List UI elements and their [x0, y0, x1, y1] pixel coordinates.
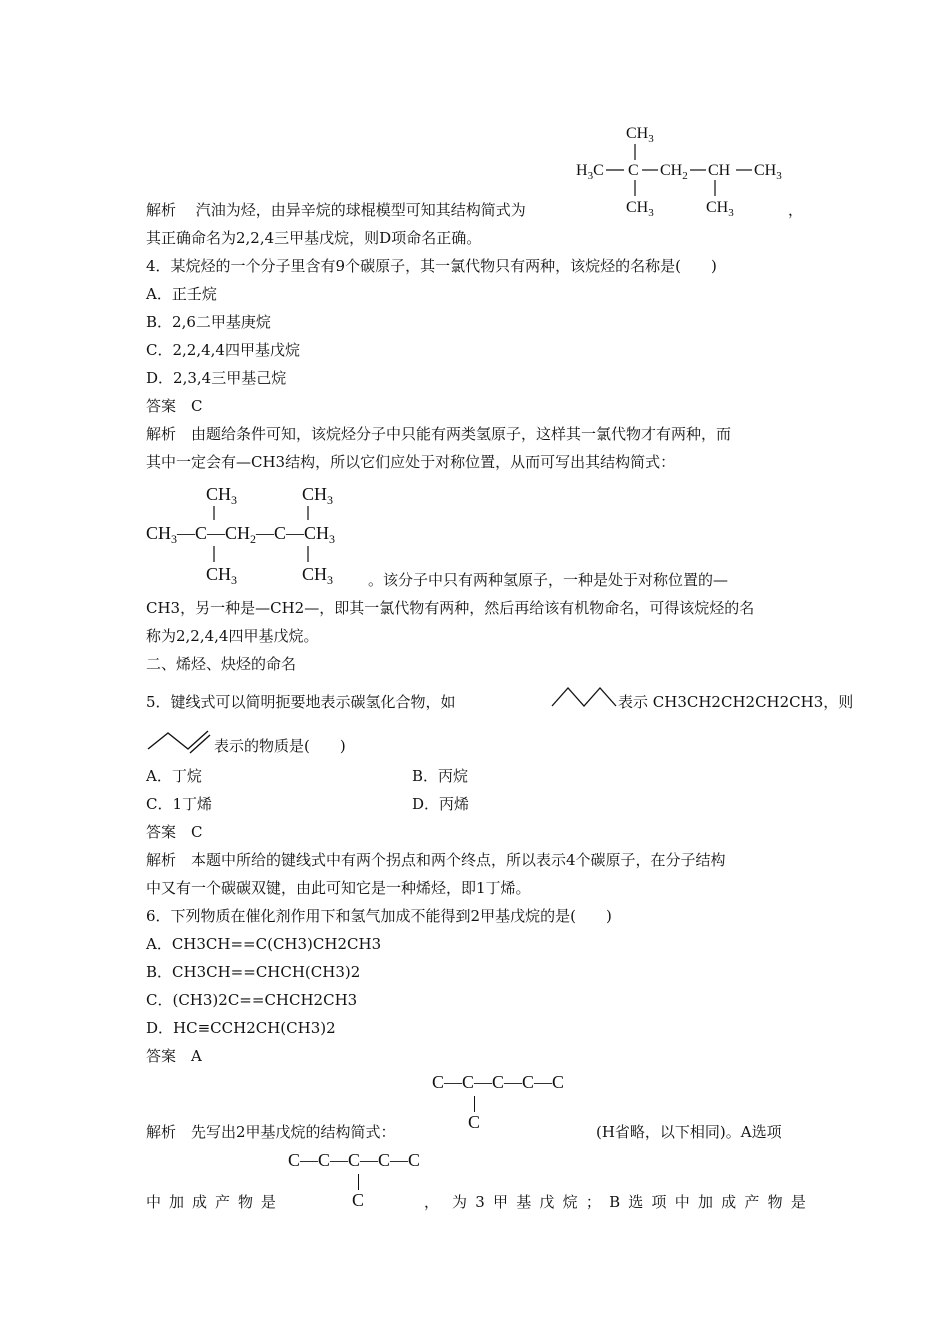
q6-last-line-b	[452, 1192, 806, 1212]
word: 甲	[492, 1193, 508, 1211]
word: 中	[674, 1193, 690, 1211]
q4-analysis-1: 解析 由题给条件可知，该烷烃分子中只能有两类氢原子，这样其一氯代物才有两种，而	[146, 425, 732, 443]
q5-analysis-1: 解析 本题中所给的键线式中有两个拐点和两个终点，所以表示4个碳原子，在分子结构	[146, 851, 726, 869]
q6-last-comma: ，	[424, 1193, 440, 1211]
word: 物	[767, 1193, 783, 1211]
butene-skeletal-icon	[146, 725, 212, 755]
branch-bond	[358, 1174, 359, 1190]
q5-option-d: D．丙烯	[412, 795, 470, 813]
word: 烷	[562, 1193, 578, 1211]
word: 物	[237, 1193, 253, 1211]
q6-option-b: B．CH3CH==CHCH(CH3)2	[146, 963, 361, 981]
chain: C—C—C—C—C	[288, 1150, 421, 1170]
isooctane-structure	[572, 120, 802, 220]
q6-stem: 6．下列物质在催化剂作用下和氢气加成不能得到2甲基戊烷的是( )	[146, 907, 612, 925]
s1-conclusion: 其正确命名为2,2,4三甲基戊烷，则D项命名正确。	[146, 229, 482, 247]
pentane-skeletal-icon	[550, 682, 620, 712]
word: 产	[744, 1193, 760, 1211]
q5-stem-b: 表示 CH3CH2CH2CH2CH3，则	[618, 693, 854, 711]
word: 是	[260, 1193, 276, 1211]
h3c-group: $H_3C$	[576, 162, 604, 182]
tetramethylpentane-structure	[146, 478, 386, 588]
q6-option-d: D．HC≡CCH2CH(CH3)2	[146, 1019, 336, 1037]
q5-option-a: A．丁烷	[146, 767, 202, 785]
word: 为	[452, 1193, 468, 1211]
q6-option-c: C．(CH3)2C==CHCH2CH3	[146, 991, 358, 1009]
q4-option-c: C．2,2,4,4四甲基戊烷	[146, 341, 300, 359]
ch3-bottom-2: $CH_3$	[706, 199, 734, 219]
word: 成	[721, 1193, 737, 1211]
ch-group: CH	[708, 162, 731, 179]
q6-answer: 答案 A	[146, 1047, 202, 1065]
word: B	[609, 1193, 621, 1211]
branch: C	[468, 1112, 481, 1132]
s1-comma: ，	[788, 201, 804, 219]
word: 项	[651, 1193, 667, 1211]
top-ch3-2: $CH_3$	[302, 484, 334, 507]
word: 选	[628, 1193, 644, 1211]
word: 中	[146, 1193, 162, 1211]
ch3-bottom-1: $CH_3$	[626, 199, 654, 219]
word: 是	[790, 1193, 806, 1211]
q4-stem: 4．某烷烃的一个分子里含有9个碳原子，其一氯代物只有两种，该烷烃的名称是( )	[146, 257, 717, 275]
branch-bond	[474, 1096, 475, 1112]
q6-analysis-a: 解析 先写出2甲基戊烷的结构简式：	[146, 1123, 396, 1141]
q5-option-c: C．1丁烯	[146, 795, 213, 813]
bottom-ch3-2: $CH_3$	[302, 564, 334, 587]
main-chain: $CH_3—C—CH_2—C—CH_3$	[146, 523, 336, 546]
q4-answer: 答案 C	[146, 397, 203, 415]
s1-analysis-label: 解析	[146, 201, 192, 219]
chain: C—C—C—C—C	[432, 1072, 565, 1092]
branch: C	[352, 1190, 365, 1210]
s1-analysis-line	[146, 200, 526, 220]
q4-analysis-4: CH3，另一种是—CH2—，即其一氯代物有两种，然后再给该有机物命名，可得该烷烃的名	[146, 599, 755, 617]
q5-stem-c: 表示的物质是( )	[214, 737, 346, 755]
q4-option-a: A．正壬烷	[146, 285, 217, 303]
q5-answer: 答案 C	[146, 823, 203, 841]
bottom-ch3-1: $CH_3$	[206, 564, 238, 587]
q4-analysis-5: 称为2,2,4,4四甲基戊烷。	[146, 627, 319, 645]
word: 加	[168, 1193, 184, 1211]
section-heading: 二、烯烃、炔烃的命名	[146, 655, 297, 673]
ch2-group: $CH_2$	[660, 162, 688, 182]
word: 产	[214, 1193, 230, 1211]
word: 加	[697, 1193, 713, 1211]
q4-analysis-2: 其中一定会有—CH3结构，所以它们应处于对称位置，从而可写出其结构简式：	[146, 453, 676, 471]
q6-analysis-b: (H省略，以下相同)。A选项	[596, 1123, 782, 1141]
methylpentane-skeleton	[432, 1072, 592, 1142]
ch3-top: $CH_3$	[626, 125, 654, 145]
q5-stem-a: 5．键线式可以简明扼要地表示碳氢化合物，如	[146, 693, 456, 711]
word: ；	[585, 1193, 601, 1211]
q5-option-b: B．丙烷	[412, 767, 469, 785]
word: 成	[191, 1193, 207, 1211]
q4-analysis-3: 。该分子中只有两种氢原子，一种是处于对称位置的—	[368, 571, 729, 589]
q6-last-line-a	[146, 1192, 276, 1212]
q4-option-b: B．2,6二甲基庚烷	[146, 313, 271, 331]
top-ch3-1: $CH_3$	[206, 484, 238, 507]
quaternary-c: C	[628, 162, 639, 179]
word: 戊	[539, 1193, 555, 1211]
ch3-right: $CH_3$	[754, 162, 782, 182]
q4-option-d: D．2,3,4三甲基己烷	[146, 369, 287, 387]
s1-text-a: 汽油为烃，由异辛烷的球棍模型可知其结构简式为	[195, 201, 526, 219]
q5-analysis-2: 中又有一个碳碳双键，由此可知它是一种烯烃，即1丁烯。	[146, 879, 531, 897]
word: 3	[475, 1193, 485, 1211]
word: 基	[516, 1193, 532, 1211]
q6-option-a: A．CH3CH==C(CH3)CH2CH3	[146, 935, 382, 953]
